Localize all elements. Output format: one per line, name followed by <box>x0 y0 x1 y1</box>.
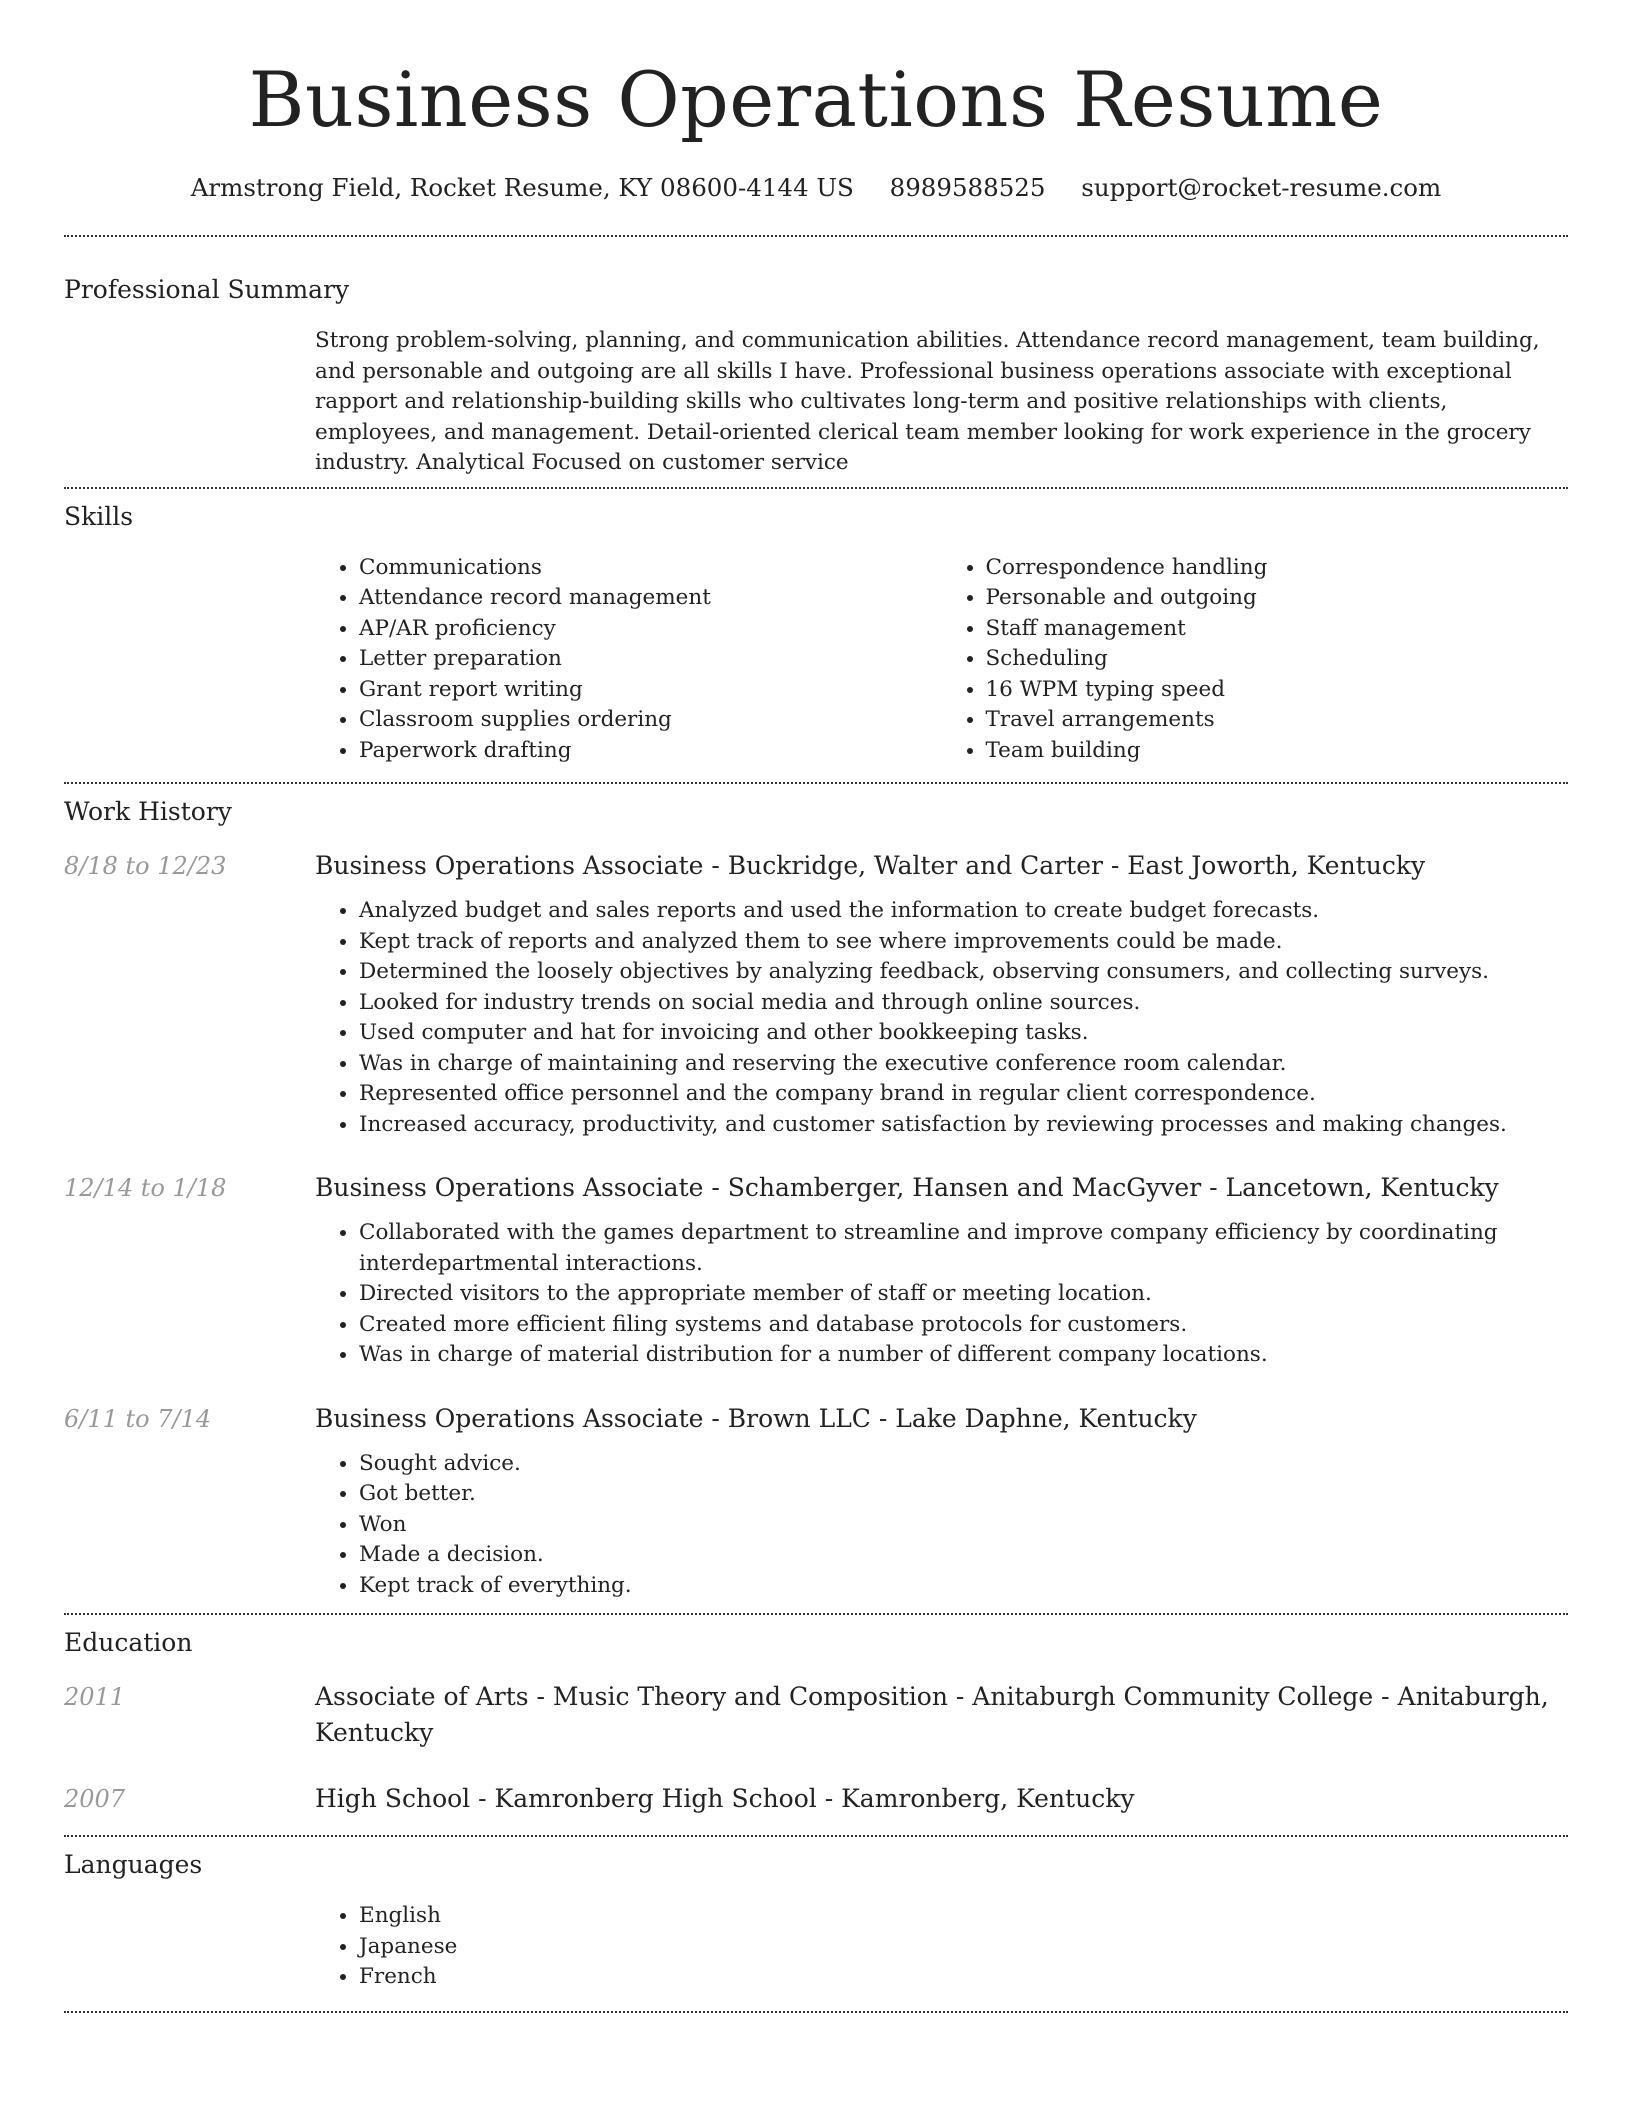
skill-item: • Scheduling <box>986 644 1569 675</box>
job-company-location: - Schamberger, Hansen and MacGyver - Lancetown, Kentucky <box>703 1173 1499 1202</box>
skill-item: • Attendance record management <box>359 583 942 614</box>
job-role: Business Operations Associate <box>315 1173 704 1202</box>
education-entry <box>64 1781 1568 1817</box>
job-duty: • Got better. <box>359 1479 1568 1510</box>
skill-item: • Letter preparation <box>359 644 942 675</box>
section-title-education: Education <box>64 1628 193 1657</box>
job-duty: • Sought advice. <box>359 1449 1568 1480</box>
language-item: • English <box>359 1901 1568 1932</box>
job-role: Business Operations Associate <box>315 1403 704 1433</box>
skills-column-right <box>942 553 1569 767</box>
skill-item: • AP/AR proficiency <box>359 614 942 645</box>
languages-list <box>315 1901 1568 1993</box>
job-dates: 6/11 to 7/14 <box>64 1404 212 1433</box>
skill-item: • Grant report writing <box>359 675 942 706</box>
job-duty: • Created more efficient filing systems and database protocols for customers. <box>359 1310 1568 1341</box>
job-duty: • Kept track of reports and analyzed them to see where improvements could be made. <box>359 927 1568 958</box>
skill-item: • Team building <box>986 736 1569 767</box>
job-duty: • Represented office personnel and the company brand in regular client correspondence. <box>359 1079 1568 1110</box>
skills-column-left <box>315 553 942 767</box>
job-heading <box>315 1170 1568 1206</box>
job-duty: • Made a decision. <box>359 1540 1568 1571</box>
job-heading <box>315 1401 1568 1437</box>
section-title-summary: Professional Summary <box>64 275 350 304</box>
languages-block <box>315 1901 1568 1993</box>
skill-item: • Paperwork drafting <box>359 736 942 767</box>
job-company-location: - Brown LLC - Lake Daphne, Kentucky <box>703 1403 1197 1433</box>
job-heading <box>315 848 1568 884</box>
section-title-skills: Skills <box>64 501 134 531</box>
job-duty: • Was in charge of material distribution for a number of different company locations. <box>359 1340 1568 1371</box>
education-entry <box>64 1679 1568 1751</box>
skill-item: • Travel arrangements <box>986 705 1569 736</box>
skill-item: • Correspondence handling <box>986 553 1569 584</box>
job-entry <box>64 1401 1568 1602</box>
skill-item: • Classroom supplies ordering <box>359 705 942 736</box>
job-duties <box>315 1449 1568 1602</box>
job-company-location: - Buckridge, Walter and Carter - East Joworth, Kentucky <box>703 851 1426 880</box>
job-duty: • Looked for industry trends on social media and through online sources. <box>359 988 1568 1019</box>
job-duty: • Won <box>359 1510 1568 1541</box>
section-title-languages: Languages <box>64 1850 203 1879</box>
job-duty: • Determined the loosely objectives by analyzing feedback, observing consumers, and collecting surveys. <box>359 957 1568 988</box>
contact-line <box>64 170 1568 206</box>
contact-phone: 8989588525 <box>889 173 1046 202</box>
job-duty: • Increased accuracy, productivity, and customer satisfaction by reviewing processes and making changes. <box>359 1110 1568 1141</box>
section-divider <box>64 2011 1568 2013</box>
job-entry <box>64 1170 1568 1371</box>
job-duties <box>315 896 1568 1140</box>
education-year: 2011 <box>64 1683 126 1711</box>
job-role: Business Operations Associate <box>315 851 704 880</box>
resume-title: Business Operations Resume <box>248 55 1384 144</box>
education-details: Associate of Arts - Music Theory and Composition - Anitaburgh Community College - Anitaburgh, Kentucky <box>315 1682 1549 1747</box>
skill-item: • Personable and outgoing <box>986 583 1569 614</box>
language-item: • French <box>359 1962 1568 1993</box>
section-title-work-history: Work History <box>64 797 232 826</box>
education-details: High School - Kamronberg High School - Kamronberg, Kentucky <box>315 1784 1135 1813</box>
contact-address: Armstrong Field, Rocket Resume, KY 08600-4144 US <box>190 173 854 202</box>
job-duty: • Was in charge of maintaining and reserving the executive conference room calendar. <box>359 1049 1568 1080</box>
skills-list <box>315 553 1568 767</box>
contact-email: support@rocket-resume.com <box>1081 173 1442 202</box>
skill-item: • Staff management <box>986 614 1569 645</box>
job-entry <box>64 848 1568 1140</box>
job-duty: • Kept track of everything. <box>359 1571 1568 1602</box>
job-dates: 12/14 to 1/18 <box>64 1174 227 1202</box>
job-dates: 8/18 to 12/23 <box>64 852 227 880</box>
skill-item: • 16 WPM typing speed <box>986 675 1569 706</box>
education-year: 2007 <box>64 1785 126 1813</box>
summary-text: Strong problem-solving, planning, and communication abilities. Attendance record management, team building, and personable and outgoing are all skills I have. Professional business operations associate with exceptional rapport and relationship-building skills who cultivates long-term and positive relationships with clients, employees, and management. Detail-oriented clerical team member looking for work experience in the grocery industry. Analytical Focused on customer service <box>315 328 1540 475</box>
job-duty: • Used computer and hat for invoicing and other bookkeeping tasks. <box>359 1018 1568 1049</box>
job-duty: • Analyzed budget and sales reports and used the information to create budget forecasts. <box>359 896 1568 927</box>
job-duties <box>315 1218 1568 1371</box>
resume-page <box>64 0 1568 2013</box>
language-item: • Japanese <box>359 1932 1568 1963</box>
job-duty: • Collaborated with the games department to streamline and improve company efficiency by coordinating interdepartmental interactions. <box>359 1218 1568 1279</box>
job-duty: • Directed visitors to the appropriate member of staff or meeting location. <box>359 1279 1568 1310</box>
skill-item: • Communications <box>359 553 942 584</box>
